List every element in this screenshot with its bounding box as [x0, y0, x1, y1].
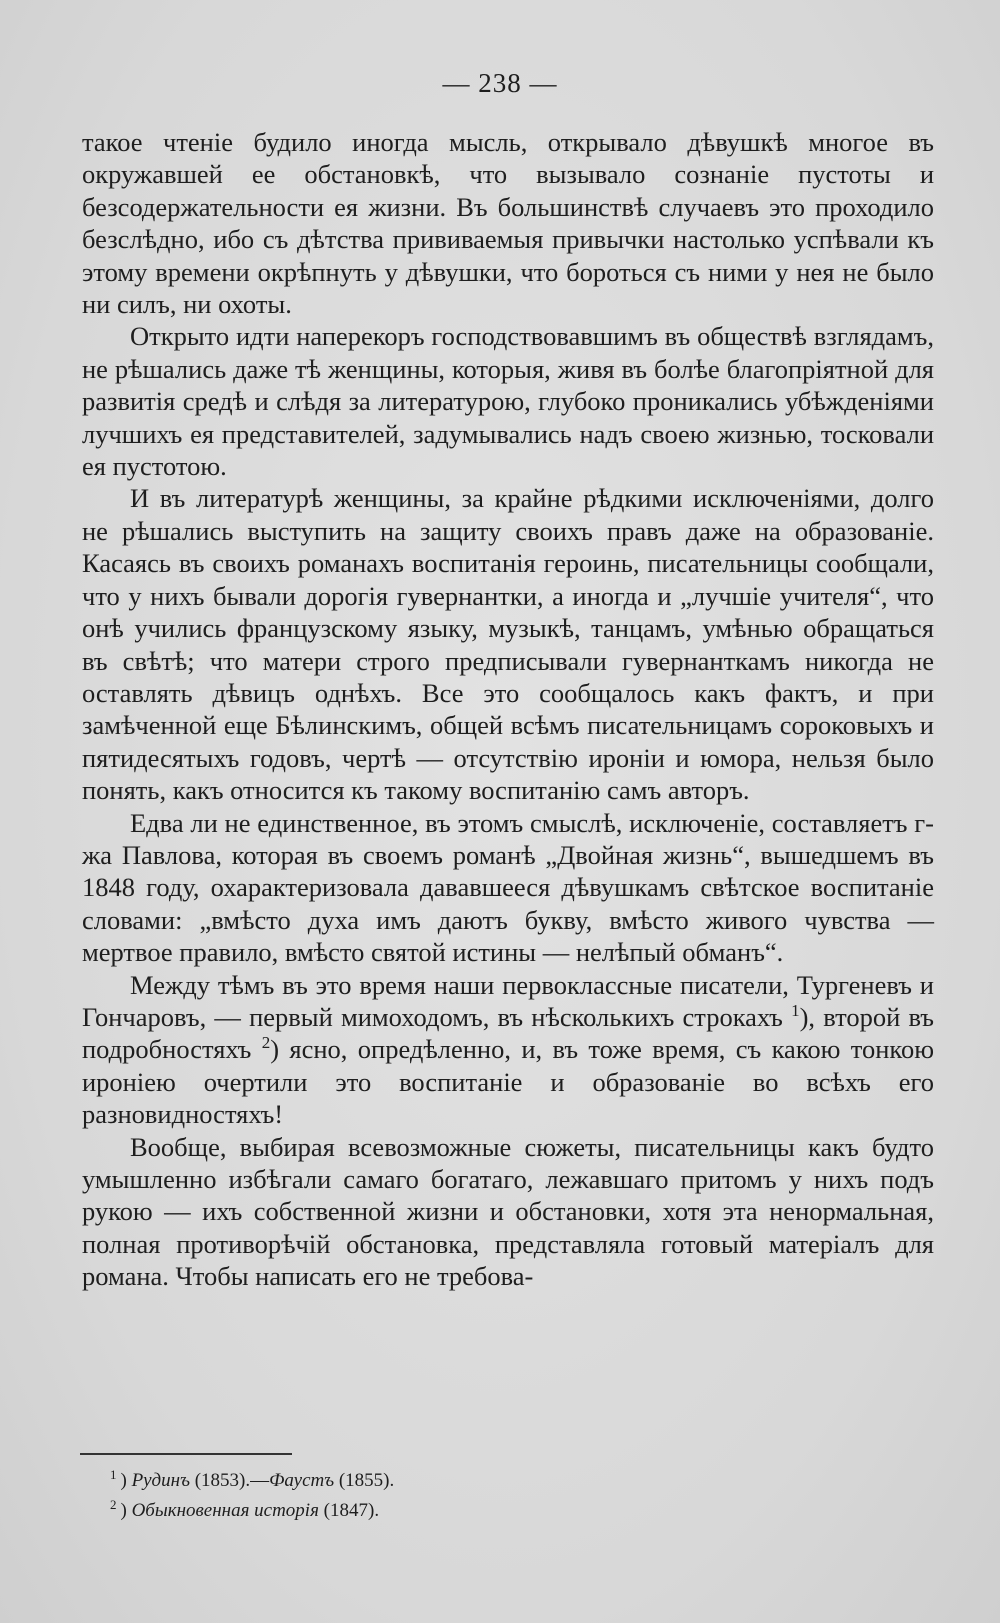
footnote-divider — [80, 1453, 292, 1455]
footnote-2-title-1: Обыкновенная исторія — [131, 1500, 319, 1521]
body-text — [82, 126, 934, 1293]
footnote-ref-2: 2 — [261, 1033, 271, 1053]
paragraph-5 — [82, 969, 934, 1131]
footnote-2-prefix: ) — [120, 1500, 127, 1521]
footnote-1 — [110, 1466, 910, 1496]
paragraph-4: Едва ли не единственное, въ этомъ смыслѣ, исключеніе, составляетъ г-жа Павлова, которая въ своемъ романѣ „Двойная жизнь“, вышедшемъ въ 1848 году, охарактеризовала дававшееся дѣвушкамъ свѣтское воспитаніе словами: „вмѣсто духа имъ даютъ букву, вмѣсто живого чувства — мертвое правило, вмѣсто святой истины — нелѣпый обманъ“. — [82, 807, 934, 968]
footnotes — [110, 1466, 910, 1526]
paragraph-1: такое чтеніе будило иногда мысль, открывало дѣвушкѣ многое въ окружавшей ее обстановкѣ, что вызывало сознаніе пустоты и безсодержательности ея жизни. Въ большинствѣ случаевъ это проходило безслѣдно, ибо съ дѣтства прививаемыя привычки настолько успѣвали къ этому времени окрѣпнуть у дѣвушки, что бороться съ ними у нея не было ни силъ, ни охоты. — [82, 127, 934, 320]
footnote-2-mark: 2 — [110, 1497, 117, 1512]
paragraph-3: И въ литературѣ женщины, за крайне рѣдкими исключеніями, долго не рѣшались выступить на защиту своихъ правъ даже на образованіе. Касаясь въ своихъ романахъ воспитанія героинь, писательницы сообщали, что у нихъ бывали дорогія гувернантки, а иногда и „лучшіе учителя“, что онѣ учились французскому языку, музыкѣ, танцамъ, умѣнью обращаться въ свѣтѣ; что матери строго предписывали гувернанткамъ никогда не оставлять дѣвицъ однѣхъ. Все это сообщалось какъ фактъ, и при замѣченной еще Бѣлинскимъ, общей всѣмъ писательницамъ сороковыхъ и пятидесятыхъ годовъ, чертѣ — отсутствію ироніи и юмора, нельзя было понять, какъ относится къ такому воспитанію самъ авторъ. — [82, 483, 934, 806]
page-number: — 238 — — [442, 68, 558, 98]
footnote-2-year-1: (1847). — [318, 1500, 380, 1521]
paragraph-6: Вообще, выбирая всевозможные сюжеты, писательницы какъ будто умышленно избѣгали самаго богатаго, лежавшаго притомъ у нихъ подъ рукою — ихъ собственной жизни и обстановки, хотя эта ненормальная, полная противорѣчій обстановка, представляла готовый матеріалъ для романа. Чтобы написать его не требова- — [82, 1131, 934, 1292]
paragraph-5-part-2: ), второй въ подробностяхъ — [82, 1001, 934, 1065]
footnote-1-year-2: (1855). — [334, 1470, 395, 1491]
footnote-1-title-1: Рудинъ — [131, 1470, 190, 1491]
footnote-1-mark: 1 — [110, 1467, 117, 1482]
footnote-1-title-2: Фаустъ — [269, 1470, 335, 1491]
footnote-2 — [110, 1496, 910, 1526]
paragraph-2: Открыто идти наперекоръ господствовавшимъ въ обществѣ взглядамъ, не рѣшались даже тѣ женщины, которыя, живя въ болѣе благопріятной для развитія средѣ и слѣдя за литературою, глубоко проникались убѣжденіями лучшихъ ея представителей, задумывались надъ своею жизнью, тосковали ея пустотою. — [82, 321, 934, 482]
footnote-1-prefix: ) — [120, 1470, 127, 1491]
footnote-1-year-1: (1853).— — [189, 1470, 270, 1491]
footnote-ref-1: 1 — [791, 1000, 800, 1020]
paragraph-5-part-3: ) ясно, опредѣленно, и, въ тоже время, съ какою тонкою ироніею очертили это воспитаніе и образованіе во всѣхъ его разновидностяхъ! — [82, 1034, 934, 1130]
paragraph-5-part-1: Между тѣмъ въ это время наши первоклассные писатели, Тургеневъ и Гончаровъ, — первый мимоходомъ, въ нѣсколькихъ строкахъ — [82, 969, 934, 1032]
